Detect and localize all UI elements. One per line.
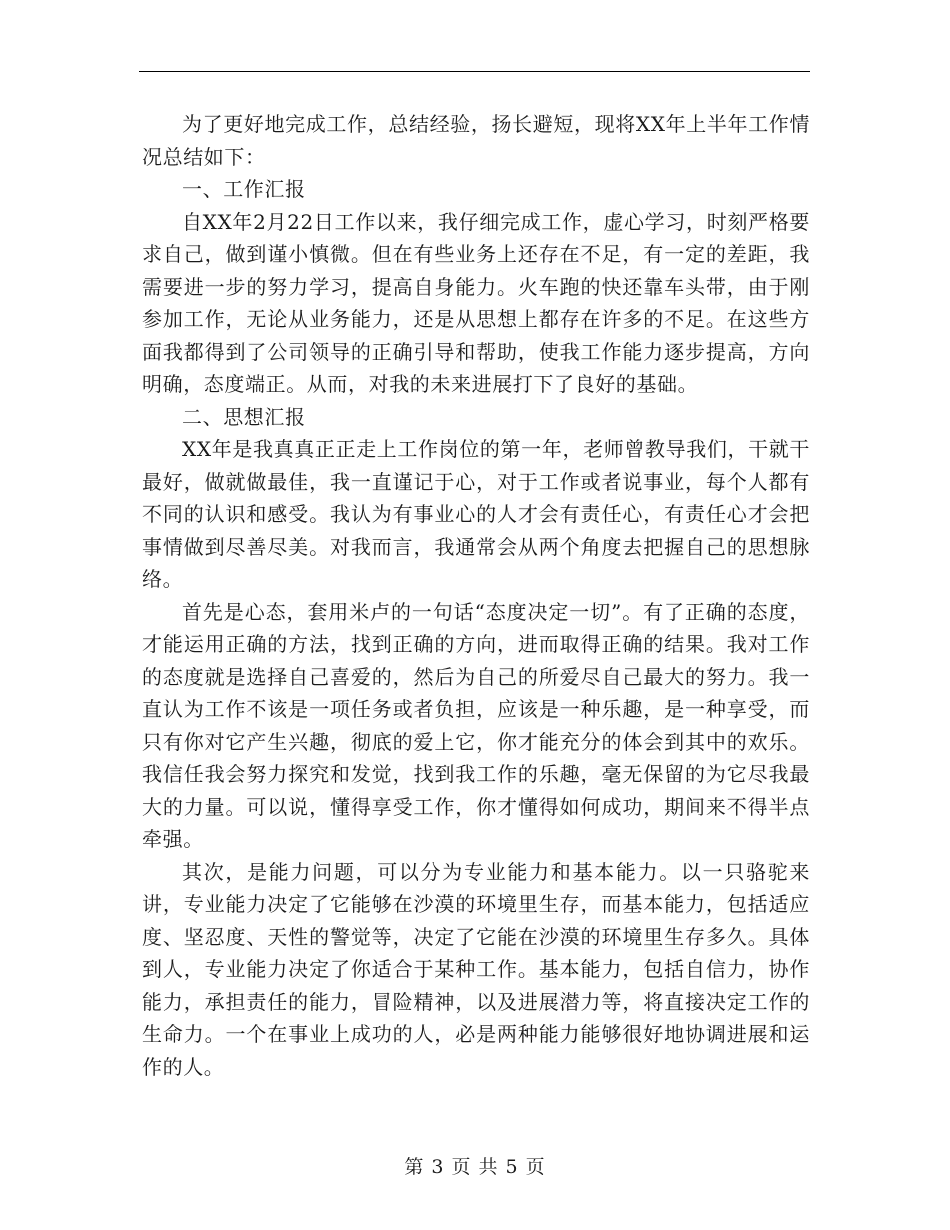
paragraph-intro: 为了更好地完成工作，总结经验，扬长避短，现将XX年上半年工作情况总结如下： <box>142 112 810 169</box>
page-footer <box>0 1152 950 1179</box>
page-number-label: 第 3 页 共 5 页 <box>404 1156 546 1178</box>
document-body <box>142 108 810 1083</box>
paragraph-thought-report: XX年是我真真正正走上工作岗位的第一年，老师曾教导我们，干就干最好，做就做最佳，我一直谨记于心，对于工作或者说事业，每个人都有不同的认识和感受。我认为有事业心的人才会有责任心，有责任心才会把事情做到尽善尽美。对我而言，我通常会从两个角度去把握自己的思想脉络。 <box>142 437 810 591</box>
paragraph-attitude: 首先是心态，套用米卢的一句话“态度决定一切”。有了正确的态度，才能运用正确的方法，找到正确的方向，进而取得正确的结果。我对工作的态度就是选择自己喜爱的，然后为自己的所爱尽自己最大的努力。我一直认为工作不该是一项任务或者负担，应该是一种乐趣，是一种享受，而只有你对它产生兴趣，彻底的爱上它，你才能充分的体会到其中的欢乐。我信任我会努力探究和发觉，找到我工作的乐趣，毫无保留的为它尽我最大的力量。可以说，懂得享受工作，你才懂得如何成功，期间来不得半点牵强。 <box>142 599 810 851</box>
section-heading-work-report: 一、工作汇报 <box>182 177 306 201</box>
section-heading-thought-report: 二、思想汇报 <box>182 404 306 429</box>
paragraph-ability: 其次，是能力问题，可以分为专业能力和基本能力。以一只骆驼来讲，专业能力决定了它能够在沙漠的环境里生存，而基本能力，包括适应度、坚忍度、天性的警觉等，决定了它能在沙漠的环境里生存多久。具体到人，专业能力决定了你适合于某种工作。基本能力，包括自信力，协作能力，承担责任的能力，冒险精神，以及进展潜力等，将直接决定工作的生命力。一个在事业上成功的人，必是两种能力能够很好地协调进展和运作的人。 <box>142 859 810 1079</box>
header-rule <box>139 71 810 72</box>
paragraph-work-report: 自XX年2月22日工作以来，我仔细完成工作，虚心学习，时刻严格要求自己，做到谨小慎微。但在有些业务上还存在不足，有一定的差距，我需要进一步的努力学习，提高自身能力。火车跑的快还靠车头带，由于刚参加工作，无论从业务能力，还是从思想上都存在许多的不足。在这些方面我都得到了公司领导的正确引导和帮助，使我工作能力逐步提高，方向明确，态度端正。从而，对我的未来进展打下了良好的基础。 <box>142 209 810 396</box>
